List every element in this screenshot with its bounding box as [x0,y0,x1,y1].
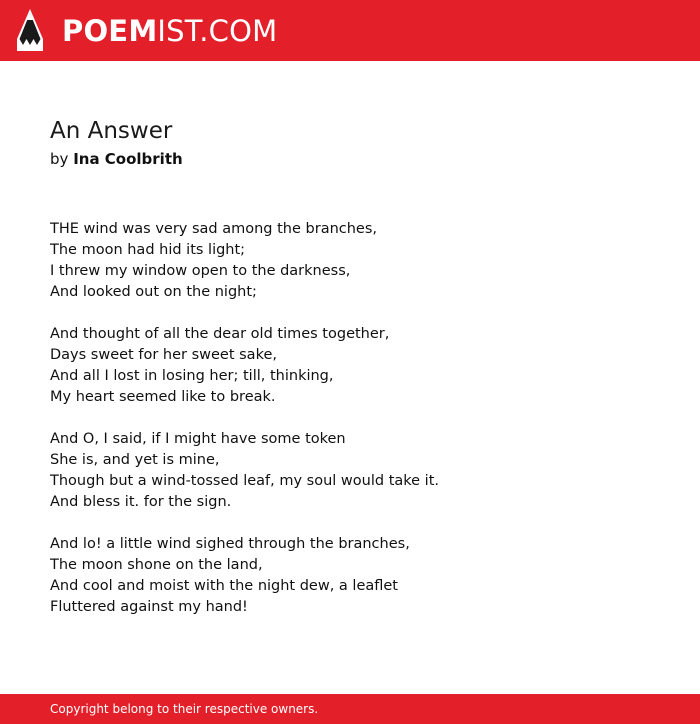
site-header [0,0,700,61]
poem-line: And all I lost in losing her; till, thinking, [50,368,334,384]
poem-byline [50,148,183,170]
stanza [50,534,670,618]
stanza [50,429,670,513]
site-footer [0,694,700,724]
poem-line: And looked out on the night; [50,284,257,300]
poem-line: And lo! a little wind sighed through the branches, [50,536,410,552]
byline-label: by [50,150,69,168]
brand-light-text: IST.COM [157,14,278,48]
stanza [50,219,670,303]
poem-line: I threw my window open to the darkness, [50,263,351,279]
poem-line: Fluttered against my hand! [50,599,248,615]
poem-line: Days sweet for her sweet sake, [50,347,277,363]
site-logo-text[interactable] [62,11,277,51]
poem-author: Ina Coolbrith [73,150,183,168]
poem-line: And cool and moist with the night dew, a leaflet [50,578,398,594]
poem-line: My heart seemed like to break. [50,389,276,405]
poem-line: And thought of all the dear old times together, [50,326,390,342]
brand-bold-text: POEM [62,14,158,48]
copyright-text: Copyright belong to their respective owners. [50,702,319,716]
pencil-tip-icon[interactable] [17,9,43,51]
poem-line: She is, and yet is mine, [50,452,220,468]
poem-body [50,219,670,639]
poem-line: The moon shone on the land, [50,557,263,573]
stanza [50,324,670,408]
poem-line: THE wind was very sad among the branches, [50,221,378,237]
poem-line: And bless it. for the sign. [50,494,232,510]
poem-line: The moon had hid its light; [50,242,246,258]
poem-line: Though but a wind-tossed leaf, my soul would take it. [50,473,440,489]
poem-line: And O, I said, if I might have some token [50,431,346,447]
poem-title: An Answer [50,118,173,144]
